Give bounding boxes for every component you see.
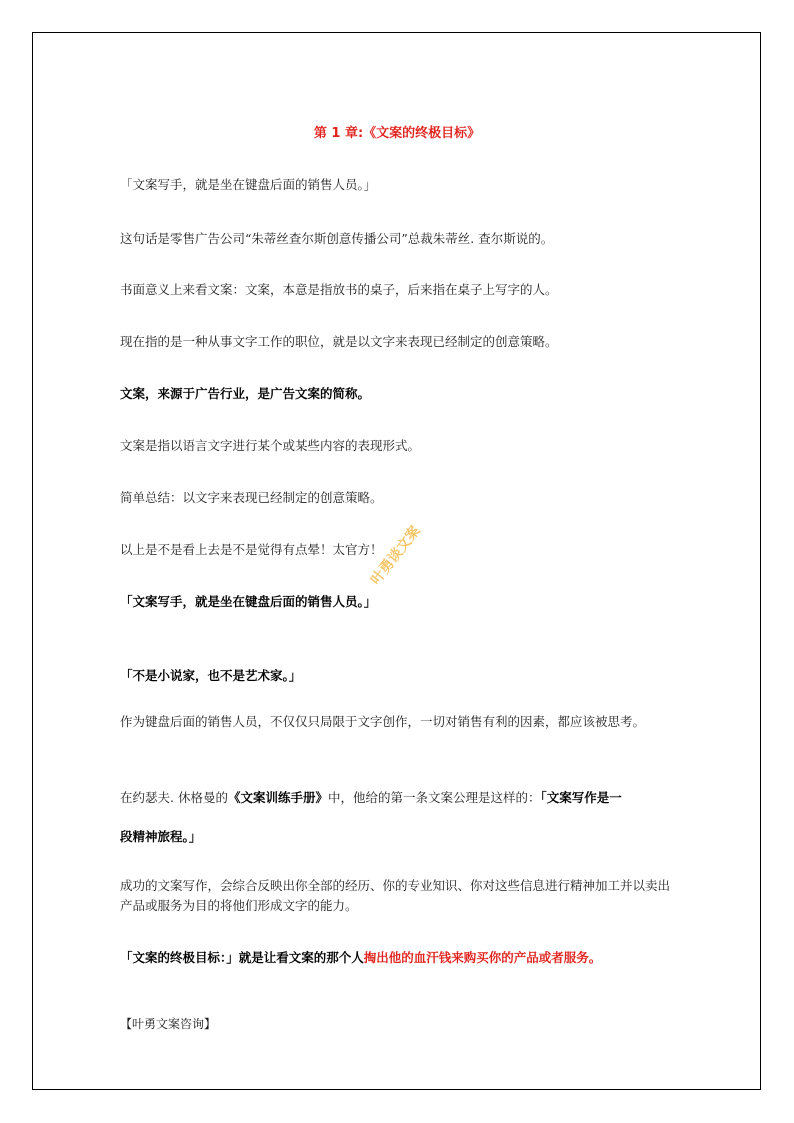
axiom-start: 「文案写作是一: [540, 790, 622, 805]
paragraph-success: 成功的文案写作，会综合反映出你全部的经历、你的专业知识、你对这些信息进行精神加工并以卖出产品或服务为目的将他们形成文字的能力。: [120, 878, 671, 913]
paragraph-ultimate-goal: [120, 948, 680, 968]
watermark: 叶勇谈文案: [367, 523, 424, 589]
book-title: 《文案训练手册》: [227, 790, 328, 805]
paragraph-summary: 简单总结：以文字来表现已经制定的创意策略。: [120, 490, 383, 505]
chapter-title: 第 1 章:《文案的终极目标》: [313, 126, 481, 141]
paragraph-literal-meaning: 书面意义上来看文案：文案，本意是指放书的桌子，后来指在桌子上写字的人。: [120, 282, 558, 297]
paragraph-seller-role: 作为键盘后面的销售人员，不仅仅只局限于文字创作，一切对销售有利的因素，都应该被思考。: [120, 714, 646, 729]
paragraph-origin: 文案，来源于广告行业，是广告文案的简称。: [120, 386, 371, 401]
paragraph-source: 这句话是零售广告公司“朱蒂丝查尔斯创意传播公司”总裁朱蒂丝. 查尔斯说的。: [120, 231, 554, 246]
paragraph-quote-3: 「不是小说家，也不是艺术家。」: [120, 668, 302, 683]
paragraph-sugarman: [120, 788, 680, 808]
axiom-end: 段精神旅程。」: [120, 829, 202, 844]
goal-lead: 「文案的终极目标：」就是让看文案的那个人: [120, 950, 364, 965]
paragraph-current-meaning: 现在指的是一种从事文字工作的职位，就是以文字来表现已经制定的创意策略。: [120, 334, 558, 349]
footer-signature: 【叶勇文案咨询】: [120, 1017, 217, 1031]
paragraph-definition: 文案是指以语言文字进行某个或某些内容的表现形式。: [120, 438, 421, 453]
paragraph-quote-2: 「文案写手，就是坐在键盘后面的销售人员。」: [120, 594, 377, 609]
paragraph-quote-1: 「文案写手，就是坐在键盘后面的销售人员。」: [120, 177, 377, 192]
sugarman-mid: 中，他给的第一条文案公理是这样的：: [327, 790, 541, 805]
sugarman-lead: 在约瑟夫. 休格曼的: [120, 790, 228, 805]
paragraph-comment: 以上是不是看上去是不是觉得有点晕！太官方！: [120, 542, 383, 557]
goal-highlight: 掏出他的血汗钱来购买你的产品或者服务。: [363, 950, 602, 965]
